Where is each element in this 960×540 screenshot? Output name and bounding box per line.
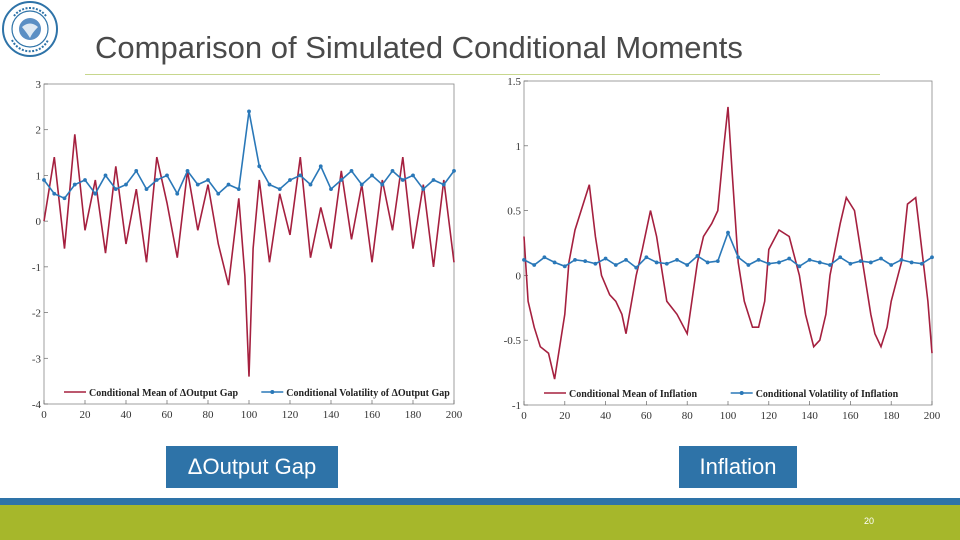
data-point: [532, 263, 536, 267]
data-point: [614, 263, 618, 267]
x-tick-label: 60: [640, 410, 652, 422]
data-point: [206, 178, 210, 182]
data-point: [736, 255, 740, 259]
data-point: [563, 264, 567, 268]
data-point: [726, 231, 730, 235]
x-tick-label: 40: [120, 409, 132, 421]
data-point: [145, 187, 149, 191]
data-point: [573, 258, 577, 262]
data-point: [288, 178, 292, 182]
legend-label-1: Conditional Mean of Inflation: [569, 389, 698, 400]
data-point: [706, 261, 710, 265]
data-point: [196, 183, 200, 187]
output-gap-chart: [28, 78, 470, 430]
plot-area: [524, 81, 932, 405]
data-point: [104, 174, 108, 178]
data-point: [604, 257, 608, 261]
data-point: [247, 110, 251, 114]
data-point: [155, 178, 159, 182]
y-tick-label: -0.5: [503, 335, 521, 348]
x-tick-label: 80: [681, 410, 693, 422]
data-point: [63, 196, 67, 200]
data-point: [645, 255, 649, 259]
data-point: [401, 178, 405, 182]
data-point: [767, 262, 771, 266]
data-point: [838, 255, 842, 259]
y-tick-label: 0: [35, 216, 41, 229]
x-tick-label: 160: [842, 410, 859, 422]
legend-label-1: Conditional Mean of ΔOutput Gap: [89, 388, 239, 399]
x-tick-label: 140: [322, 409, 340, 421]
data-point: [42, 178, 46, 182]
data-point: [716, 259, 720, 263]
data-point: [186, 169, 190, 173]
data-point: [268, 183, 272, 187]
data-point: [849, 262, 853, 266]
x-tick-label: 200: [445, 409, 463, 421]
data-point: [411, 174, 415, 178]
data-point: [360, 183, 364, 187]
legend-label-2: Conditional Volatility of ΔOutput Gap: [286, 388, 450, 399]
data-point: [879, 257, 883, 261]
data-point: [655, 261, 659, 265]
data-point: [93, 192, 97, 196]
x-tick-label: 100: [240, 409, 258, 421]
x-tick-label: 180: [404, 409, 422, 421]
y-tick-label: 1: [515, 140, 521, 153]
data-point: [370, 174, 374, 178]
x-tick-label: 140: [801, 410, 818, 422]
data-point: [583, 259, 587, 263]
x-tick-label: 20: [79, 409, 91, 421]
data-point: [757, 258, 761, 262]
data-point: [432, 178, 436, 182]
data-point: [350, 169, 354, 173]
x-tick-label: 120: [760, 410, 778, 422]
imf-seal-icon: [0, 0, 60, 60]
data-point: [685, 263, 689, 267]
legend-marker: [740, 391, 744, 395]
y-tick-label: 0.5: [507, 205, 521, 218]
y-tick-label: -4: [31, 399, 41, 411]
data-point: [124, 183, 128, 187]
data-point: [165, 174, 169, 178]
data-point: [278, 187, 282, 191]
data-point: [747, 263, 751, 267]
x-tick-label: 0: [41, 409, 47, 421]
data-point: [787, 257, 791, 261]
data-point: [339, 178, 343, 182]
data-point: [83, 178, 87, 182]
footer-blue-band: [0, 498, 960, 505]
x-tick-label: 180: [882, 410, 900, 422]
legend-marker: [270, 390, 274, 394]
data-point: [175, 192, 179, 196]
data-point: [319, 164, 323, 168]
inflation-chart: [498, 75, 946, 430]
y-tick-label: -2: [31, 307, 41, 320]
data-point: [329, 187, 333, 191]
y-tick-label: -3: [31, 353, 41, 366]
x-tick-label: 20: [559, 410, 571, 422]
data-point: [594, 262, 598, 266]
x-tick-label: 80: [202, 409, 214, 421]
data-point: [309, 183, 313, 187]
data-point: [52, 192, 56, 196]
data-point: [522, 258, 526, 262]
data-point: [675, 258, 679, 262]
data-point: [114, 187, 118, 191]
data-point: [227, 183, 231, 187]
data-point: [808, 258, 812, 262]
data-point: [298, 174, 302, 178]
data-point: [543, 255, 547, 259]
data-point: [889, 263, 893, 267]
x-tick-label: 40: [600, 410, 612, 422]
y-tick-label: -1: [511, 400, 521, 412]
data-point: [869, 261, 873, 265]
data-point: [237, 187, 241, 191]
data-point: [257, 164, 261, 168]
data-point: [818, 261, 822, 265]
data-point: [73, 183, 77, 187]
data-point: [798, 264, 802, 268]
y-tick-label: 1: [35, 170, 41, 183]
data-point: [442, 183, 446, 187]
footer-green-band: [0, 505, 960, 540]
x-tick-label: 100: [719, 410, 737, 422]
data-point: [391, 169, 395, 173]
data-point: [624, 258, 628, 262]
y-tick-label: 0: [515, 270, 521, 283]
data-point: [380, 183, 384, 187]
y-tick-label: 1.5: [507, 76, 521, 88]
data-point: [634, 266, 638, 270]
data-point: [920, 262, 924, 266]
page-number: 20: [864, 516, 875, 526]
y-tick-label: -1: [31, 261, 41, 274]
x-tick-label: 120: [281, 409, 299, 421]
data-point: [930, 255, 934, 259]
slide-title: Comparison of Simulated Conditional Moments: [95, 30, 743, 65]
data-point: [777, 261, 781, 265]
data-point: [696, 254, 700, 258]
legend-label-2: Conditional Volatility of Inflation: [755, 389, 899, 400]
x-tick-label: 160: [363, 409, 381, 421]
data-point: [900, 258, 904, 262]
data-point: [910, 261, 914, 265]
data-point: [859, 259, 863, 263]
x-tick-label: 200: [923, 410, 941, 422]
y-tick-label: 2: [35, 124, 41, 137]
data-point: [665, 262, 669, 266]
data-point: [452, 169, 456, 173]
x-tick-label: 0: [521, 410, 527, 422]
inflation-label: Inflation: [679, 446, 797, 488]
y-tick-label: 3: [35, 79, 41, 91]
data-point: [421, 187, 425, 191]
data-point: [553, 261, 557, 265]
data-point: [134, 169, 138, 173]
x-tick-label: 60: [161, 409, 173, 421]
data-point: [828, 263, 832, 267]
data-point: [216, 192, 220, 196]
output-gap-label: ΔOutput Gap: [166, 446, 338, 488]
